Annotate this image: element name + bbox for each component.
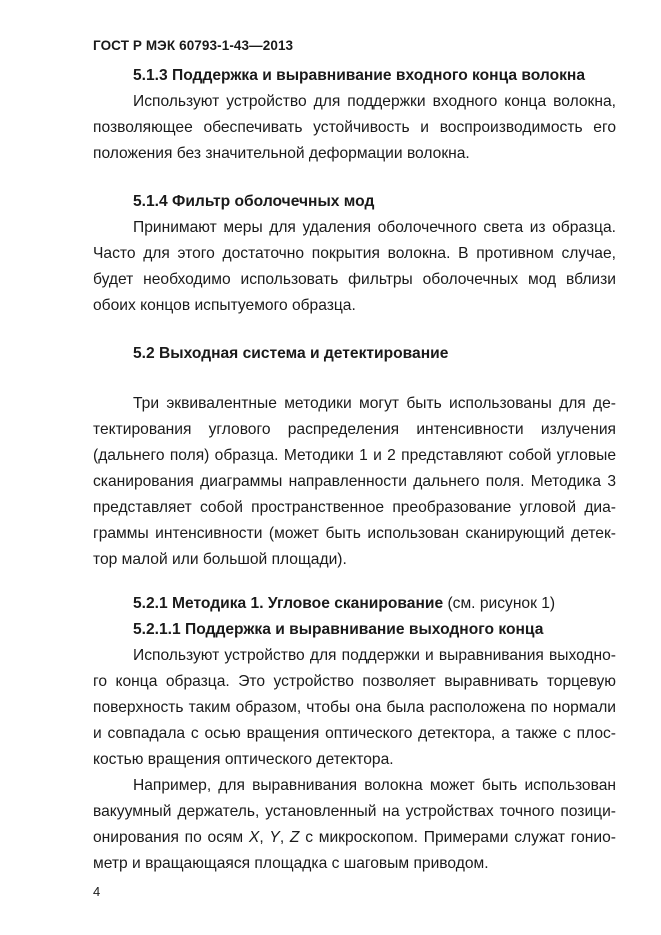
- paragraph-line: Принимают меры для удаления оболочечного света из образца.: [133, 219, 616, 236]
- paragraph-line: тектирования углового распределения интенсивности излучения: [93, 421, 616, 438]
- section-heading-5-2-1: [133, 594, 616, 614]
- axis-z-label: Z: [289, 829, 300, 846]
- page-number: 4: [93, 884, 101, 899]
- paragraph-line: и совпадала с осью вращения оптического детектора, а также с плос-: [93, 725, 616, 742]
- section-heading-5-2-1-bold: 5.2.1 Методика 1. Угловое сканирование: [133, 595, 444, 612]
- paragraph-line: го конца образца. Это устройство позволяет выравнивать торцевую: [93, 673, 616, 690]
- section-heading-5-2: 5.2 Выходная система и детектирование: [133, 345, 449, 362]
- text-span: онирования по осям: [93, 829, 249, 846]
- document-header: ГОСТ Р МЭК 60793-1-43—2013: [93, 38, 294, 53]
- paragraph-line: Используют устройство для поддержки входного конца волокна,: [133, 93, 616, 110]
- paragraph-line: будет необходимо использовать фильтры оболочечных мод вблизи: [93, 271, 616, 288]
- text-span: с микроскопом. Примерами служат гонио-: [299, 829, 616, 846]
- paragraph-line: [93, 828, 616, 848]
- paragraph-line: представляет собой пространственное преобразование угловой диа-: [93, 499, 616, 516]
- paragraph-line: метр и вращающаяся площадка с шаговым приводом.: [93, 855, 489, 872]
- paragraph-line: вакуумный держатель, установленный на устройствах точного позици-: [93, 803, 616, 820]
- paragraph-line: положения без значительной деформации волокна.: [93, 145, 470, 162]
- axis-y-label: Y: [269, 829, 280, 846]
- paragraph-line: обоих концов испытуемого образца.: [93, 297, 356, 314]
- text-span: ,: [259, 829, 270, 846]
- paragraph-line: костью вращения оптического детектора.: [93, 751, 394, 768]
- paragraph-line: позволяющее обеспечивать устойчивость и воспроизводимость его: [93, 119, 616, 136]
- section-heading-5-1-3: 5.1.3 Поддержка и выравнивание входного конца волокна: [133, 67, 586, 84]
- axis-x-label: X: [248, 829, 260, 846]
- paragraph-line: поверхность таким образом, чтобы она была расположена по нормали: [93, 699, 616, 716]
- paragraph-line: сканирования диаграммы направленности дальнего поля. Методика 3: [93, 473, 616, 490]
- paragraph-line: Например, для выравнивания волокна может быть использован: [133, 777, 616, 794]
- paragraph-line: граммы интенсивности (может быть использован сканирующий детек-: [93, 525, 616, 542]
- paragraph-line: тор малой или большой площади).: [93, 551, 347, 568]
- section-heading-5-1-4: 5.1.4 Фильтр оболочечных мод: [133, 193, 375, 210]
- paragraph-line: Три эквивалентные методики могут быть использованы для де-: [133, 395, 616, 412]
- paragraph-line: Используют устройство для поддержки и выравнивания выходно-: [133, 647, 616, 664]
- section-heading-5-2-1-ref: (см. рисунок 1): [443, 595, 556, 612]
- paragraph-line: (дальнего поля) образца. Методики 1 и 2 представляют собой угловые: [93, 447, 616, 464]
- section-heading-5-2-1-1: 5.2.1.1 Поддержка и выравнивание выходного конца: [133, 621, 544, 638]
- paragraph-line: Часто для этого достаточно покрытия волокна. В противном случае,: [93, 245, 616, 262]
- text-span: ,: [279, 829, 290, 846]
